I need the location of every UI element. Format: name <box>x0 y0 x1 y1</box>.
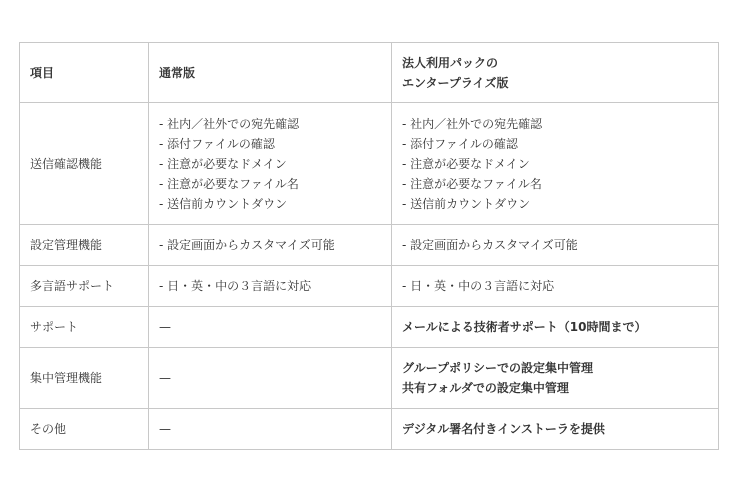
row-item-cell: 送信確認機能 <box>20 103 149 225</box>
feature-line: - 注意が必要なファイル名 <box>159 176 299 191</box>
header-standard-cell: 通常版 <box>149 43 392 103</box>
feature-line: - 注意が必要なドメイン <box>159 156 287 171</box>
feature-line: - 注意が必要なドメイン <box>402 156 530 171</box>
row-enterprise-cell: デジタル署名付きインストーラを提供 <box>392 409 719 450</box>
comparison-table-wrapper <box>19 42 719 450</box>
row-enterprise-cell: メールによる技術者サポート（10時間まで） <box>392 307 719 348</box>
feature-line: グループポリシーでの設定集中管理 <box>402 361 594 375</box>
table-row-central-management <box>20 348 719 409</box>
header-item-cell: 項目 <box>20 43 149 103</box>
comparison-table <box>19 42 719 450</box>
row-standard-cell: - 設定画面からカスタマイズ可能 <box>149 225 392 266</box>
row-enterprise-cell: - 日・英・中の３言語に対応 <box>392 266 719 307</box>
feature-line: - 送信前カウントダウン <box>159 196 288 211</box>
feature-line: - 添付ファイルの確認 <box>402 136 518 151</box>
row-item-cell: サポート <box>20 307 149 348</box>
header-enterprise-line: 法人利用パックの <box>402 55 499 70</box>
feature-line: - 社内／社外での宛先確認 <box>159 116 300 131</box>
table-row-send-check <box>20 103 719 225</box>
header-enterprise-line: エンタープライズ版 <box>402 75 509 90</box>
table-header-row <box>20 43 719 103</box>
feature-line: - 注意が必要なファイル名 <box>402 176 542 191</box>
row-standard-cell <box>149 103 392 225</box>
row-standard-cell: — <box>149 307 392 348</box>
row-standard-cell: — <box>149 409 392 450</box>
feature-line: - 添付ファイルの確認 <box>159 136 275 151</box>
table-row-settings <box>20 225 719 266</box>
row-standard-cell: — <box>149 348 392 409</box>
row-enterprise-cell: - 設定画面からカスタマイズ可能 <box>392 225 719 266</box>
row-item-cell: 集中管理機能 <box>20 348 149 409</box>
row-enterprise-cell <box>392 103 719 225</box>
row-enterprise-cell <box>392 348 719 409</box>
feature-line: 共有フォルダでの設定集中管理 <box>402 381 569 395</box>
row-item-cell: 設定管理機能 <box>20 225 149 266</box>
table-row-other <box>20 409 719 450</box>
table-row-multilingual <box>20 266 719 307</box>
feature-line: - 送信前カウントダウン <box>402 196 531 211</box>
table-row-support <box>20 307 719 348</box>
row-item-cell: 多言語サポート <box>20 266 149 307</box>
row-standard-cell: - 日・英・中の３言語に対応 <box>149 266 392 307</box>
feature-line: - 社内／社外での宛先確認 <box>402 116 543 131</box>
row-item-cell: その他 <box>20 409 149 450</box>
header-enterprise-cell <box>392 43 719 103</box>
